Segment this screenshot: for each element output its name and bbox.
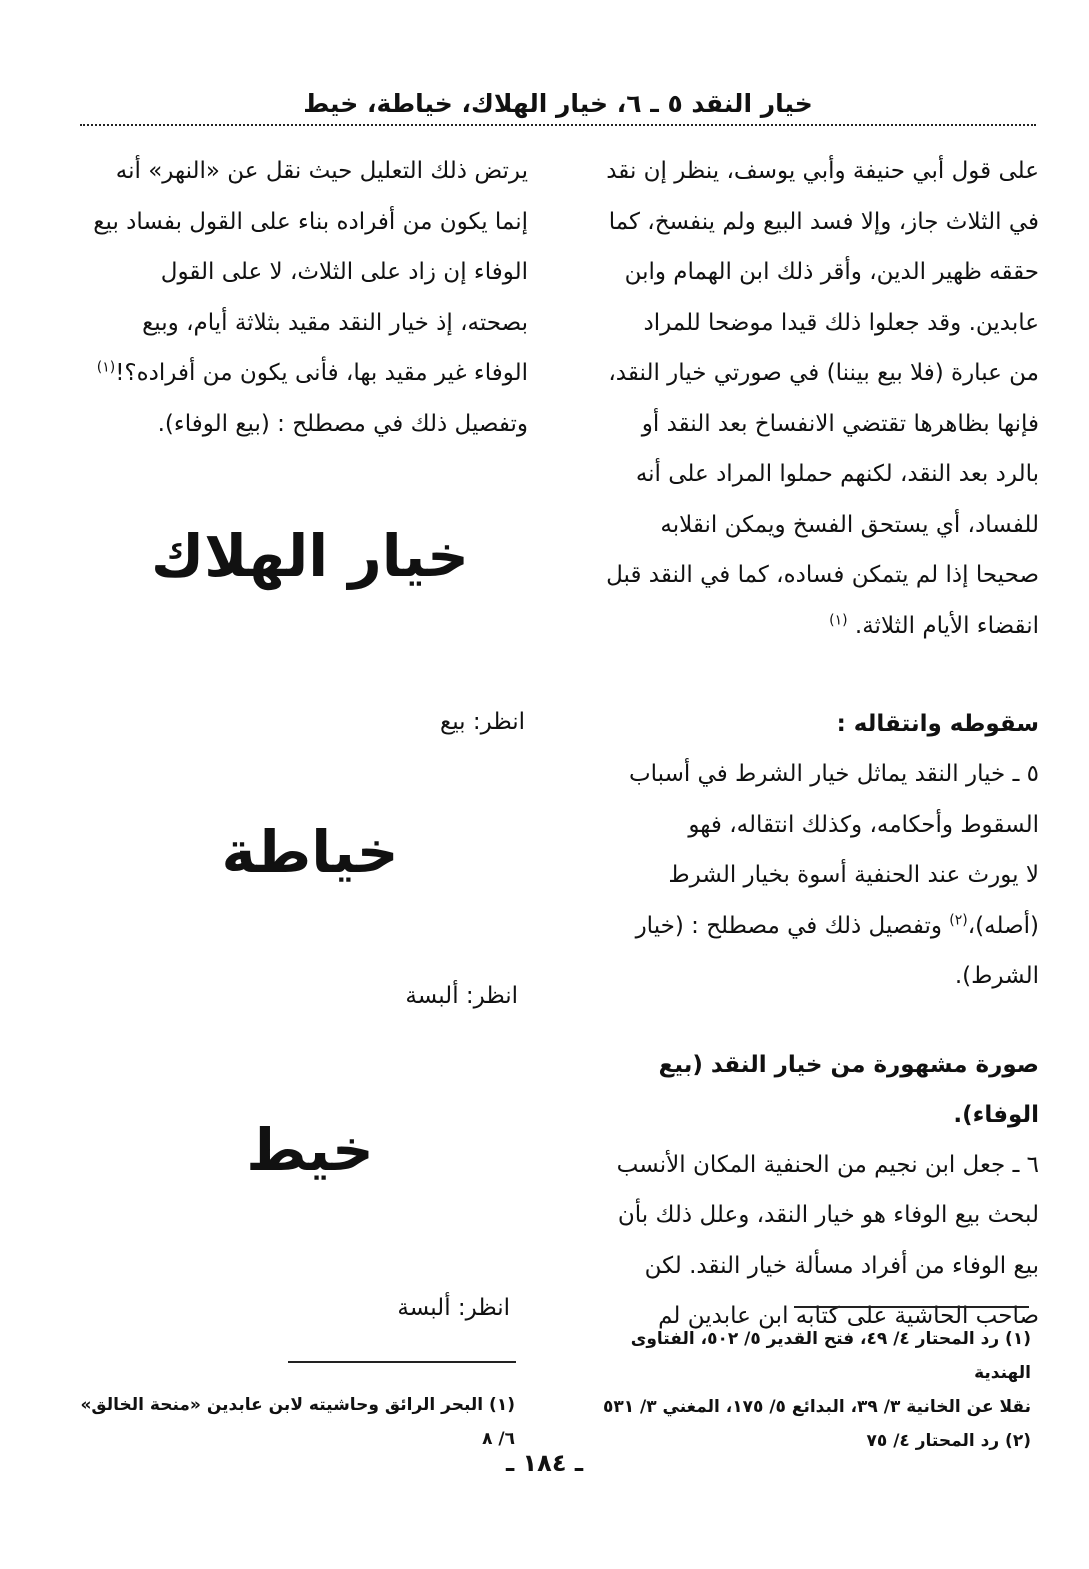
- see-reference[interactable]: انظر: ألبسة: [405, 983, 518, 1009]
- text-line: بيع الوفاء من أفراد مسألة خيار النقد. لكن: [644, 1252, 1039, 1279]
- header-dotted-rule: [80, 124, 1036, 126]
- right-column: [584, 146, 1039, 1342]
- text-line: إنما يكون من أفراده بناء على القول بفساد بيع: [93, 208, 528, 235]
- footnote-line: (٢) رد المحتار ٤/ ٧٥: [866, 1431, 1031, 1451]
- right-footnotes: [576, 1322, 1031, 1458]
- entry-title: خيط: [246, 1116, 374, 1184]
- text-line: صاحب الحاشية على كتابه ابن عابدين لم: [658, 1303, 1039, 1329]
- text-line: ٦ ـ جعل ابن نجيم من الحنفية المكان الأنسب: [616, 1151, 1039, 1178]
- text-line: الوفاء إن زاد على الثلاث، لا على القول: [160, 259, 528, 285]
- text-line: بصحته، إذ خيار النقد مقيد بثلاثة أيام، وبيع: [142, 309, 528, 336]
- text-line: وتفصيل ذلك في مصطلح : (خيار: [635, 912, 950, 939]
- footnote-rule-right: [794, 1306, 1029, 1308]
- text-line: يرتض ذلك التعليل حيث نقل عن «النهر» أنه: [115, 158, 528, 184]
- footnote-marker[interactable]: (١): [96, 359, 116, 376]
- running-head: خيار النقد ٥ ـ ٦، خيار الهلاك، خياطة، خيط: [303, 89, 813, 118]
- text-line: عابدين. وقد جعلوا ذلك قيدا موضحا للمراد: [643, 309, 1039, 336]
- intro-paragraph: [584, 146, 1039, 651]
- footnote-marker[interactable]: (٢): [949, 911, 968, 928]
- text-line: في الثلاث جاز، وإلا فسد البيع ولم ينفسخ، كما: [608, 208, 1039, 235]
- footnote-line: (١) رد المحتار ٤/ ٤٩، فتح القدير ٥/ ٥٠٢، الفتاوى الهندية: [630, 1329, 1031, 1383]
- entry-title: خيار الهلاك: [151, 522, 469, 590]
- section-5-paragraph: [584, 749, 1039, 1002]
- text-line: بالرد بعد النقد، لكنهم حملوا المراد على أنه: [635, 461, 1039, 487]
- entry-title: خياطة: [221, 818, 399, 886]
- text-line: السقوط وأحكامه، وكذلك انتقاله، فهو: [688, 811, 1039, 838]
- text-line: للفساد، أي يستحق الفسخ ويمكن انقلابه: [660, 511, 1039, 538]
- text-line: (أصله)،: [967, 912, 1039, 939]
- text-line: وتفصيل ذلك في مصطلح : (بيع الوفاء).: [157, 410, 528, 437]
- text-line: الوفاء غير مقيد بها، فأنى يكون من أفراده؟!: [115, 360, 528, 386]
- text-line: لبحث بيع الوفاء هو خيار النقد، وعلل ذلك بأن: [617, 1202, 1039, 1228]
- text-line: انقضاء الأيام الثلاثة.: [854, 612, 1039, 639]
- footnote-line: نقلا عن الخانية ٣/ ٣٩، البدائع ٥/ ١٧٥، المغني ٣/ ٥٣١: [602, 1397, 1031, 1417]
- text-line: لا يورث عند الحنفية أسوة بخيار الشرط: [668, 862, 1039, 888]
- text-line: فإنها بظاهرها تقتضي الانفساخ بعد النقد أو: [641, 410, 1039, 437]
- left-column: [78, 146, 528, 449]
- text-line: ٥ ـ خيار النقد يماثل خيار الشرط في أسباب: [628, 761, 1039, 787]
- text-line: الشرط).: [954, 963, 1039, 989]
- section-6-paragraph: [584, 1140, 1039, 1342]
- left-footnote: (١) البحر الرائق وحاشيته لابن عابدين «منحة الخالق» ٦/ ٨: [80, 1395, 515, 1449]
- text-line: من عبارة (فلا بيع بيننا) في صورتي خيار النقد،: [608, 360, 1039, 386]
- section-heading-6: صورة مشهورة من خيار النقد (بيع الوفاء).: [658, 1051, 1039, 1128]
- text-line: صحيحا إذا لم يتمكن فساده، كما في النقد قبل: [606, 562, 1039, 588]
- continuation-paragraph: [78, 146, 528, 449]
- text-line: على قول أبي حنيفة وأبي يوسف، ينظر إن نقد: [606, 158, 1039, 184]
- section-heading-5: سقوطه وانتقاله :: [836, 711, 1039, 737]
- see-reference[interactable]: انظر: بيع: [440, 709, 525, 735]
- page-number: ـ ١٨٤ ـ: [505, 1449, 584, 1477]
- text-line: حققه ظهير الدين، وأقر ذلك ابن الهمام وابن: [624, 259, 1039, 285]
- see-reference[interactable]: انظر: ألبسة: [397, 1295, 510, 1321]
- footnote-rule-left: [288, 1361, 516, 1363]
- footnote-marker[interactable]: (١): [829, 611, 848, 628]
